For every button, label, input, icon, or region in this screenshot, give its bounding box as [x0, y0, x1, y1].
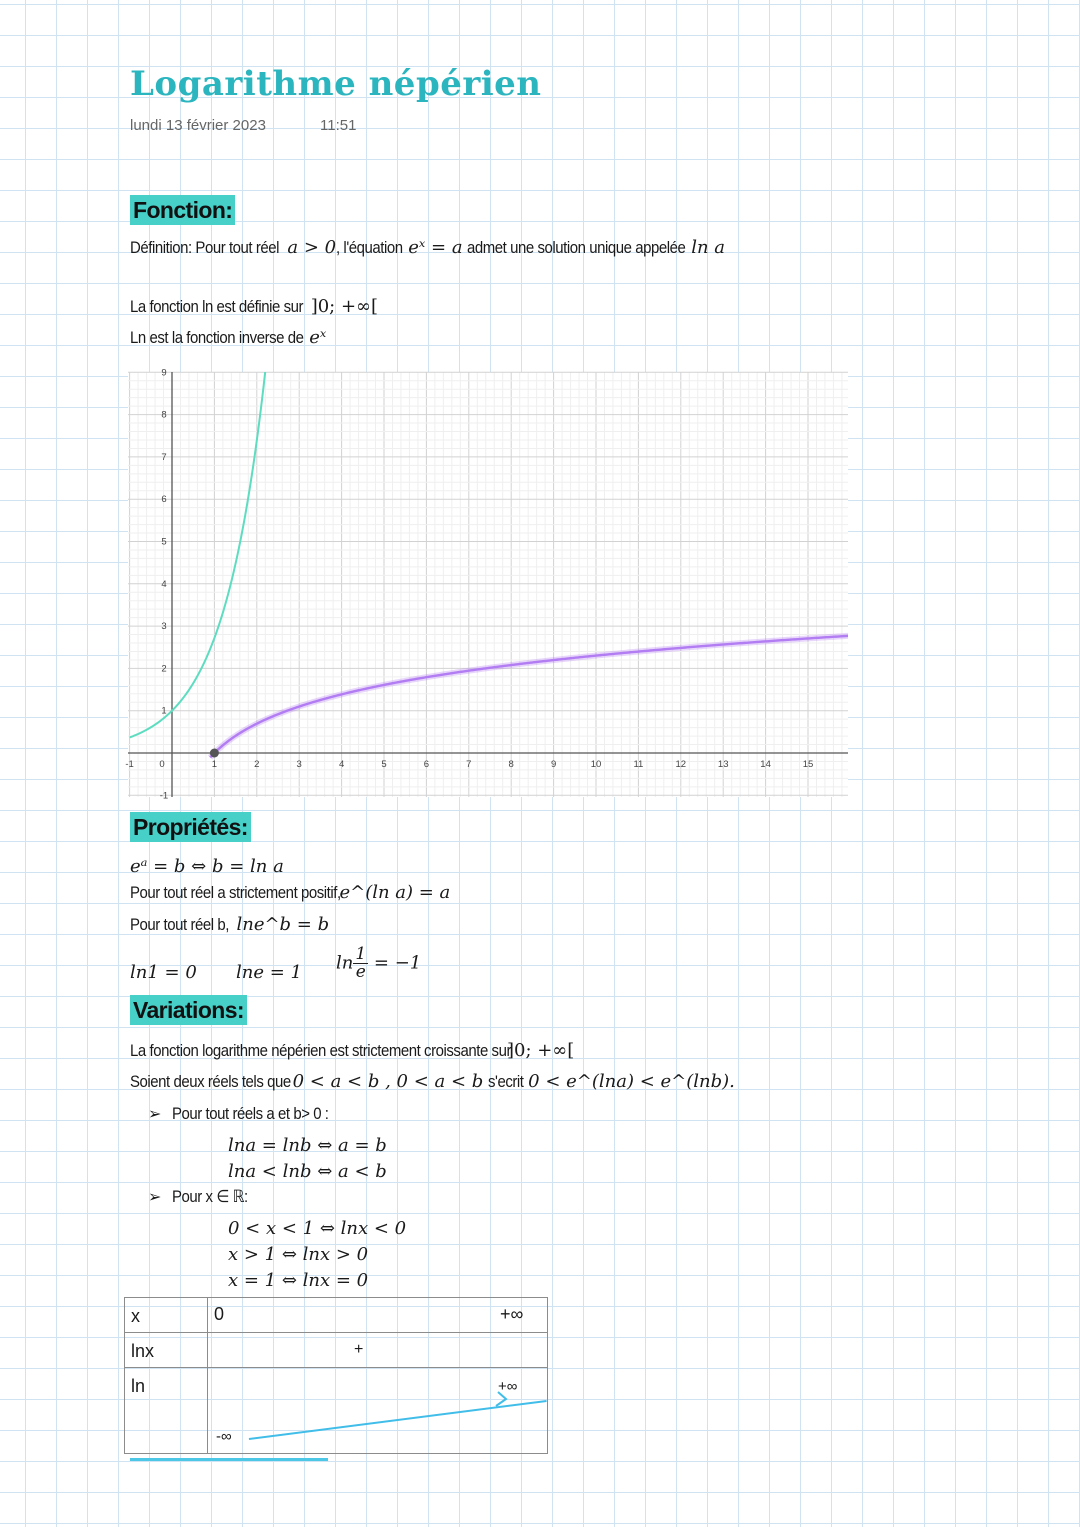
- var-line2-mid: s'ecrit: [487, 1072, 524, 1091]
- var-line2: [130, 1071, 735, 1092]
- definition-mid: , l'équation: [336, 238, 403, 257]
- x-tick-label: 5: [381, 759, 387, 770]
- proprietes-heading: [130, 814, 251, 841]
- ln-end: +∞: [498, 1378, 518, 1395]
- x-tick-label: 1: [211, 759, 218, 770]
- definition-tail: admet une solution unique appelée: [467, 238, 686, 257]
- x-tick-label: 9: [550, 759, 557, 770]
- x-tick-label: 10: [590, 759, 602, 770]
- table-row: [125, 1298, 548, 1333]
- definition-cond: a > 0: [287, 237, 337, 258]
- x-tick-label: 0: [159, 759, 165, 770]
- y-tick-label: 2: [161, 663, 167, 675]
- domain-text: La fonction ln est définie sur: [130, 297, 304, 316]
- prop1-expr: e^(ln a) = a: [339, 882, 451, 903]
- prop2-line: [130, 914, 329, 935]
- x-tick-label: 7: [466, 759, 472, 770]
- inverse-text: Ln est la fonction inverse de: [130, 328, 304, 347]
- bullet1-text: Pour tout réels a et b> 0 :: [171, 1104, 329, 1123]
- definition-line: [130, 237, 725, 258]
- variations-heading: [130, 997, 247, 1024]
- variations-heading-text: Variations:: [130, 995, 247, 1025]
- data-point: [210, 749, 219, 758]
- var-eq3: 0 < x < 1 ⇔ lnx < 0: [228, 1218, 407, 1239]
- prop2-expr: lne^b = b: [236, 914, 330, 935]
- prop-ln-inv-e-prefix: ln: [336, 952, 354, 974]
- prop2-text: Pour tout réel b,: [130, 915, 229, 934]
- y-tick-label: 7: [161, 451, 167, 463]
- prop-ln-inv-e-num: 1: [355, 944, 367, 964]
- function-graph: [125, 367, 848, 802]
- variation-table: [124, 1297, 548, 1454]
- prop-ln-inv-e-frac: [353, 946, 368, 981]
- x-tick-label: 14: [760, 759, 771, 770]
- row-label-x: x: [125, 1298, 208, 1333]
- prop-lne: lne = 1: [236, 962, 302, 983]
- domain-interval: ]0; +∞[: [310, 296, 379, 317]
- var-eq5: x = 1 ⇔ lnx = 0: [228, 1270, 369, 1291]
- definition-label: Définition: Pour tout réel: [130, 238, 280, 257]
- prop-ln-inv-e: [336, 946, 421, 981]
- bullet2: [148, 1187, 258, 1207]
- y-tick-label: 3: [161, 621, 167, 633]
- x-tick-label: 11: [633, 759, 644, 770]
- y-tick-label: 5: [161, 536, 167, 548]
- x-values-cell: [208, 1298, 548, 1333]
- y-tick-label: -1: [159, 790, 169, 802]
- var-line2-cond: 0 < a < b , 0 < a < b: [292, 1071, 484, 1092]
- y-tick-label: 9: [161, 367, 167, 379]
- x-start: 0: [214, 1304, 225, 1324]
- page-date: lundi 13 février 2023: [130, 117, 266, 134]
- var-eq2: lna < lnb ⇔ a < b: [228, 1161, 387, 1182]
- row-label-ln: ln: [125, 1368, 208, 1454]
- x-tick-label: 6: [423, 759, 430, 770]
- y-tick-label: 4: [161, 578, 167, 590]
- ln-start: -∞: [216, 1428, 232, 1445]
- row-label-lnx: lnx: [125, 1333, 208, 1368]
- prop-ln-inv-e-den: e: [355, 962, 366, 982]
- definition-result: ln a: [691, 237, 725, 258]
- x-tick-label: 15: [802, 759, 814, 770]
- y-tick-label: 8: [161, 409, 167, 421]
- bullet-arrow-icon: ➢: [148, 1106, 162, 1123]
- bullet2-text: Pour x ∈ ℝ:: [171, 1187, 248, 1206]
- bullet1: [148, 1104, 350, 1124]
- fonction-heading-text: Fonction:: [130, 195, 235, 225]
- definition-eq: eˣ = a: [408, 237, 463, 258]
- var-line2-text: Soient deux réels tels que: [130, 1072, 291, 1091]
- page-title: Logarithme népérien: [130, 64, 542, 104]
- prop1-line: [130, 882, 450, 903]
- variation-arrow-icon: [208, 1368, 547, 1454]
- variation-cell: [208, 1368, 548, 1454]
- inverse-of: eˣ: [309, 327, 327, 348]
- x-tick-label: 8: [508, 759, 514, 770]
- table-row: [125, 1333, 548, 1368]
- sign-cell: [208, 1333, 548, 1368]
- sign-value: +: [354, 1341, 364, 1358]
- x-tick-label: 4: [338, 759, 345, 770]
- var-line1-interval: ]0; +∞[: [506, 1040, 575, 1061]
- x-end: +∞: [500, 1304, 524, 1324]
- table-row: [125, 1368, 548, 1454]
- page-time: 11:51: [320, 117, 357, 134]
- prop1-text: Pour tout réel a strictement positif,: [130, 883, 341, 902]
- x-tick-label: 12: [675, 759, 687, 770]
- prop-equiv: eᵃ = b ⇔ b = ln a: [130, 856, 284, 877]
- prop-ln1: ln1 = 0: [130, 962, 197, 983]
- x-tick-label: 3: [296, 759, 302, 770]
- x-tick-label: 13: [717, 759, 729, 770]
- underline-decoration: [130, 1458, 328, 1461]
- prop-ln-inv-e-result: = −1: [373, 952, 422, 974]
- y-tick-label: 1: [161, 705, 167, 717]
- y-tick-label: 6: [161, 494, 167, 506]
- var-eq1: lna = lnb ⇔ a = b: [228, 1135, 387, 1156]
- var-line2-expr: 0 < e^(lna) < e^(lnb).: [528, 1071, 735, 1092]
- fonction-heading: [130, 197, 235, 224]
- bullet-arrow-icon: ➢: [148, 1189, 162, 1206]
- x-tick-label: -1: [125, 759, 134, 770]
- var-eq4: x > 1 ⇔ lnx > 0: [228, 1244, 369, 1265]
- var-line1: [130, 1040, 574, 1061]
- domain-line: [130, 296, 378, 317]
- inverse-line: [130, 327, 326, 348]
- proprietes-heading-text: Propriétés:: [130, 812, 251, 842]
- var-line1-text: La fonction logarithme népérien est strictement croissante sur: [130, 1041, 512, 1060]
- x-tick-label: 2: [254, 759, 260, 770]
